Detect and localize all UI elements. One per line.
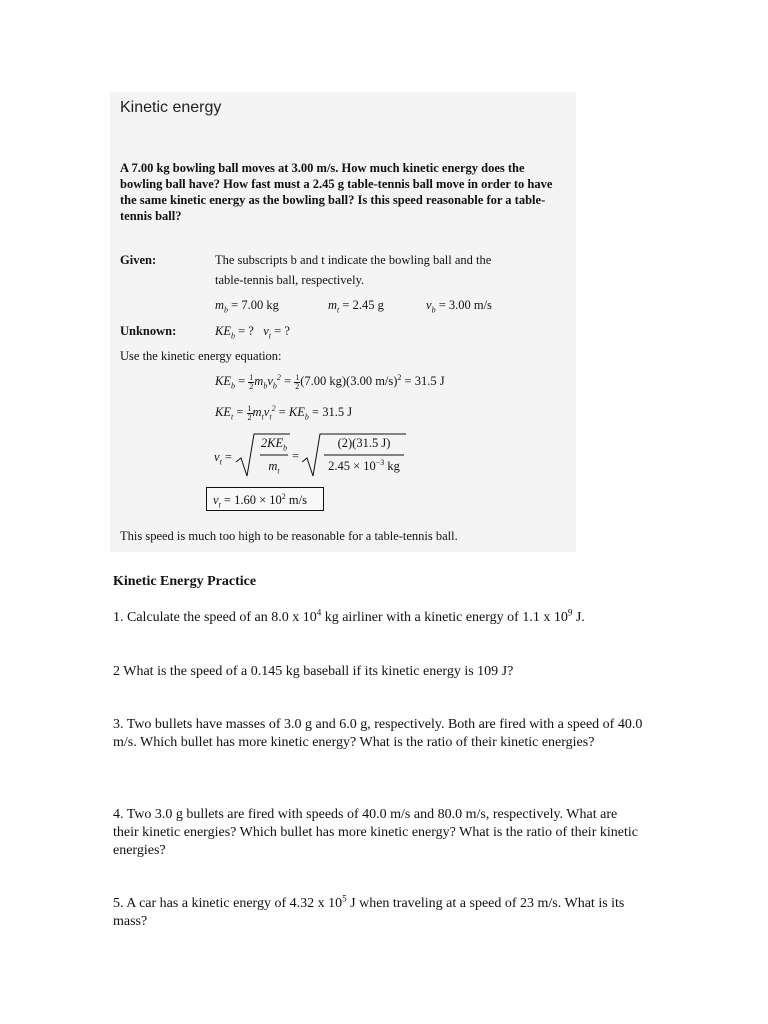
question-3: 3. Two bullets have masses of 3.0 g and 6.0 g, respectively. Both are fired with a speed of 40.0 m/s. Which bullet has more kinetic energy? What is the ratio of their kinetic energies? xyxy=(113,717,643,750)
use-equation-text: Use the kinetic energy equation: xyxy=(120,349,282,363)
equation-ke-tennis: $KE_t$ = $\frac{1}{2}$ $m_tv_t^2 = KE_b = 31.5$ J xyxy=(215,403,353,422)
given-text-line2: table-tennis ball, respectively. xyxy=(215,273,365,287)
given-mass-tennis: $m_t = 2.45$ g xyxy=(328,298,384,315)
given-mass-bowling: $m_b = 7.00$ kg xyxy=(215,298,279,315)
equation-speed-tennis: $v_t$ = = $2KE_b$ $m_t$ (2)(31.5 J) $2.45 \times 10^{-3}$ kg xyxy=(210,432,410,478)
practice-title: Kinetic Energy Practice xyxy=(113,574,257,589)
unknown-values: $KE_b$ = ? $v_t$ = ? xyxy=(215,324,290,341)
question-4: 4. Two 3.0 g bullets are fired with speeds of 40.0 m/s and 80.0 m/s, respectively. What are their kinetic energies? Which bullet has more kinetic energy? What is the ratio of their kinetic energies? xyxy=(113,807,638,858)
question-1: 1. Calculate the speed of an 8.0 x $10^4$ kg airliner with a kinetic energy of 1.1 x $10^9$ J. xyxy=(113,607,585,625)
question-2: 2 What is the speed of a 0.145 kg baseball if its kinetic energy is 109 J? xyxy=(113,664,514,679)
question-5: 5. A car has a kinetic energy of 4.32 x $10^5$ J when traveling at a speed of 23 m/s. What is its mass? xyxy=(113,893,625,929)
given-speed-bowling: $v_b = 3.00$ m/s xyxy=(426,298,492,315)
given-text-line1: The subscripts b and t indicate the bowling ball and the xyxy=(215,253,492,267)
svg-text:=: = xyxy=(292,449,300,463)
unknown-label: Unknown: xyxy=(120,324,177,338)
answer-box: $v_t = 1.60 \times 10^2$ m/s xyxy=(206,487,324,511)
example-problem: A 7.00 kg bowling ball moves at 3.00 m/s. How much kinetic energy does the bowling ball have? How fast must a 2.45 g table-tennis ball move in order to have the same kinetic energy as the bowling ball? Is this speed reasonable for a table-tennis ball? xyxy=(120,161,553,223)
equation-ke-bowling: $KE_b$ = $\frac{1}{2}$ $m_bv_b^2$ = $\frac{1}{2}$ (7.00 kg)(3.00 m/s)$^2$ = 31.5 J xyxy=(215,372,445,391)
example-title: Kinetic energy xyxy=(120,99,222,116)
given-label: Given: xyxy=(120,253,157,267)
conclusion-text: This speed is much too high to be reasonable for a table-tennis ball. xyxy=(120,529,458,543)
